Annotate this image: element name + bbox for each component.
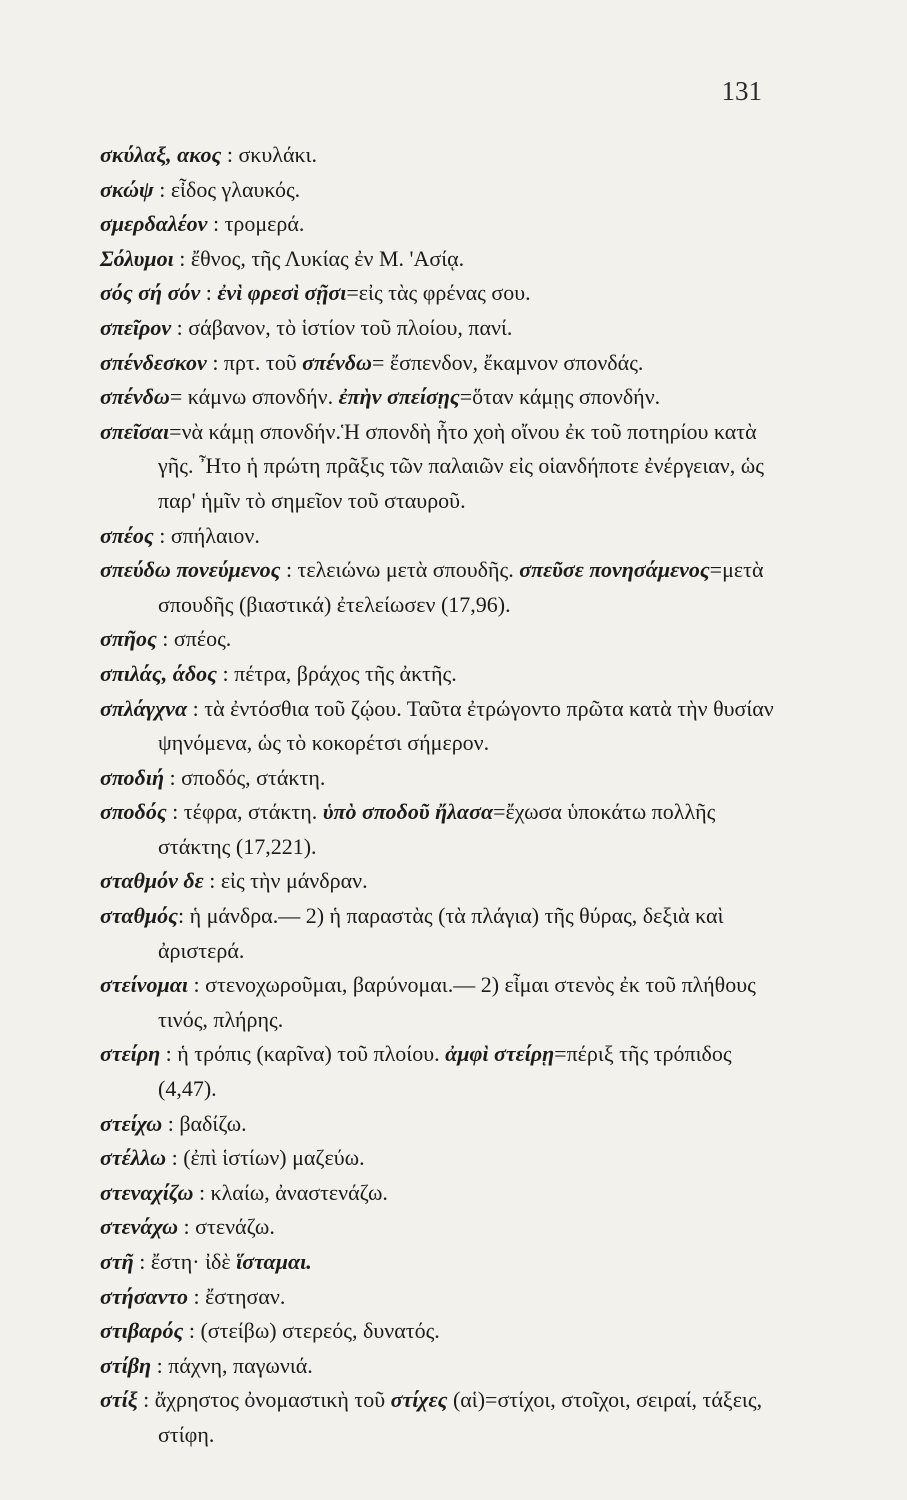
glossary-entries — [100, 138, 780, 1453]
headword: σμερδαλέον — [100, 211, 208, 237]
phrase-definition: = ἔσπενδον, ἔκαμνον σπονδάς. — [371, 349, 644, 375]
headword: στενάχω — [100, 1214, 179, 1240]
headword: σπέος — [100, 522, 154, 548]
definition: : ἡ μάνδρα.— 2) ἡ παραστὰς (τὰ πλάγια) τῆς θύρας, δεξιὰ καὶ ἀριστερά. — [158, 903, 724, 963]
entry-steicho — [100, 1107, 780, 1142]
headword: σπεύδω πονεύμενος — [100, 557, 281, 583]
definition: : σποδός, στάκτη. — [164, 764, 326, 790]
definition: : πρτ. τοῦ — [206, 349, 303, 375]
headword: σπεῖρον — [100, 314, 172, 340]
phrase: ἐνὶ φρεσὶ σῇσι — [217, 280, 347, 306]
entry-speos — [100, 519, 780, 554]
entry-steinomai — [100, 968, 780, 1037]
headword: σποδός — [100, 799, 167, 825]
entry-stello — [100, 1141, 780, 1176]
headword: σπιλάς, άδος — [100, 660, 217, 686]
entry-stenacho — [100, 1210, 780, 1245]
headword: στέλλω — [100, 1145, 167, 1171]
definition: : (ἐπὶ ἱστίων) μαζεύω. — [166, 1145, 365, 1171]
headword: σπένδεσκον — [100, 349, 207, 375]
entry-stix — [100, 1383, 780, 1452]
entry-smerdaleon — [100, 207, 780, 242]
headword: σπεῖσαι — [100, 418, 170, 444]
headword: στιβαρός — [100, 1318, 184, 1344]
entry-stenachizo — [100, 1176, 780, 1211]
definition: : βαδίζω. — [162, 1110, 247, 1136]
entry-spendeskon — [100, 346, 780, 381]
definition: : σπήλαιον. — [153, 522, 260, 548]
entry-sos — [100, 276, 780, 311]
entry-speiron — [100, 311, 780, 346]
headword: σπένδω — [100, 384, 170, 410]
headword: στίξ — [100, 1387, 138, 1413]
definition: : — [200, 280, 218, 306]
definition: : ἔθνος, τῆς Λυκίας ἐν Μ. 'Ασίᾳ. — [173, 245, 465, 271]
phrase-definition: =εἰς τὰς φρένας σου. — [346, 280, 531, 306]
entry-spodos — [100, 795, 780, 864]
entry-speudo — [100, 553, 780, 622]
definition: : σάβανον, τὸ ἱστίον τοῦ πλοίου, πανί. — [171, 314, 513, 340]
definition: : τέφρα, στάκτη. — [166, 799, 323, 825]
headword: στείχω — [100, 1110, 163, 1136]
headword: σπλάγχνα — [100, 695, 188, 721]
phrase-definition: =μετὰ σπουδῆς (βιαστικά) ἐτελείωσεν (17,96). — [158, 557, 764, 617]
entry-splanchna — [100, 692, 780, 761]
entry-stibe — [100, 1349, 780, 1384]
headword: σός σή σόν — [100, 280, 201, 306]
entry-solymoi — [100, 242, 780, 277]
phrase: σπένδω — [302, 349, 372, 375]
definition: : τρομερά. — [207, 211, 305, 237]
headword: σκύλαξ, ακος — [100, 142, 222, 167]
phrase: ἀμφὶ στείρῃ — [445, 1041, 555, 1067]
entry-spilas — [100, 657, 780, 692]
headword: σταθμόν δε — [100, 868, 204, 894]
definition: : (στείβω) στερεός, δυνατός. — [183, 1318, 440, 1344]
definition: : εἶδος γλαυκός. — [153, 176, 301, 202]
definition: : εἰς τὴν μάνδραν. — [203, 868, 368, 894]
definition: : στενάζω. — [178, 1214, 275, 1240]
phrase: ὑπὸ σποδοῦ ἤλασα — [322, 799, 494, 825]
definition: : σπέος. — [156, 626, 232, 652]
definition: : πάχνη, παγωνιά. — [151, 1352, 313, 1378]
headword: στείρη — [100, 1041, 161, 1067]
entry-stesanto — [100, 1280, 780, 1315]
definition: : σκυλάκι. — [221, 142, 317, 167]
entry-skylax — [100, 138, 780, 173]
definition: : τελειώνω μετὰ σπουδῆς. — [280, 557, 520, 583]
definition: : τὰ ἐντόσθια τοῦ ζῴου. Ταῦτα ἐτρώγοντο πρῶτα κατὰ τὴν θυσίαν ψηνόμενα, ὡς τὸ κοκορέτσι σήμερον. — [158, 695, 774, 756]
definition: : στενοχωροῦμαι, βαρύνομαι.— 2) εἶμαι στενὸς ἐκ τοῦ πλήθους τινός, πλήρης. — [158, 972, 756, 1032]
entry-ste — [100, 1245, 780, 1280]
phrase: ἐπὴν σπείσῃς — [338, 384, 460, 410]
entry-stathmon — [100, 864, 780, 899]
phrase: σπεῦσε πονησάμενος — [519, 557, 710, 583]
phrase-definition: =πέριξ τῆς τρόπιδος (4,47). — [158, 1041, 732, 1102]
definition: : ἔστησαν. — [187, 1283, 286, 1309]
headword: στήσαντο — [100, 1283, 188, 1309]
definition: = κάμνω σπονδήν. — [169, 384, 339, 410]
headword: στεναχίζω — [100, 1179, 194, 1205]
phrase-definition: =ὅταν κάμῃς σπονδήν. — [459, 384, 661, 410]
entry-spodie — [100, 761, 780, 796]
headword: σπῆος — [100, 626, 157, 652]
headword: στίβη — [100, 1352, 152, 1378]
entry-stibaros — [100, 1314, 780, 1349]
entry-stathmos — [100, 899, 780, 968]
entry-skops — [100, 173, 780, 208]
entry-steire — [100, 1037, 780, 1106]
phrase-definition: =ἔχωσα ὑποκάτω πολλῆς στάκτης (17,221). — [158, 799, 716, 859]
entry-spendo — [100, 380, 780, 415]
entry-speisai — [100, 415, 780, 519]
headword: σποδιή — [100, 764, 165, 790]
headword: σκώψ — [100, 176, 154, 202]
headword: Σόλυμοι — [100, 245, 174, 271]
headword: σταθμός — [100, 903, 178, 929]
headword: στῆ — [100, 1249, 134, 1274]
cross-reference: ἵσταμαι. — [236, 1249, 312, 1274]
definition: : ἡ τρόπις (καρῖνα) τοῦ πλοίου. — [160, 1041, 446, 1067]
headword: στείνομαι — [100, 972, 189, 998]
definition: : πέτρα, βράχος τῆς ἀκτῆς. — [216, 660, 457, 686]
definition: : ἔστη· ἰδὲ — [133, 1249, 237, 1274]
phrase: στίχες — [390, 1387, 448, 1413]
page-number: 131 — [721, 76, 762, 106]
definition: =νὰ κάμῃ σπονδήν.Ἡ σπονδὴ ἦτο χοὴ οἴνου ἐκ τοῦ ποτηρίου κατὰ γῆς. Ἦτο ἡ πρώτη πρᾶξις τῶν παλαιῶν εἰς οἱανδήποτε ἐνέργειαν, ὡς παρ' ἡμῖν τὸ σημεῖον τοῦ σταυροῦ. — [158, 418, 764, 513]
phrase-definition: (αἱ)=στίχοι, στοῖχοι, σειραί, τάξεις, στίφη. — [158, 1387, 763, 1447]
entry-speos-2 — [100, 622, 780, 657]
definition: : ἄχρηστος ὀνομαστικὴ τοῦ — [137, 1387, 391, 1413]
definition: : κλαίω, ἀναστενάζω. — [193, 1179, 388, 1205]
